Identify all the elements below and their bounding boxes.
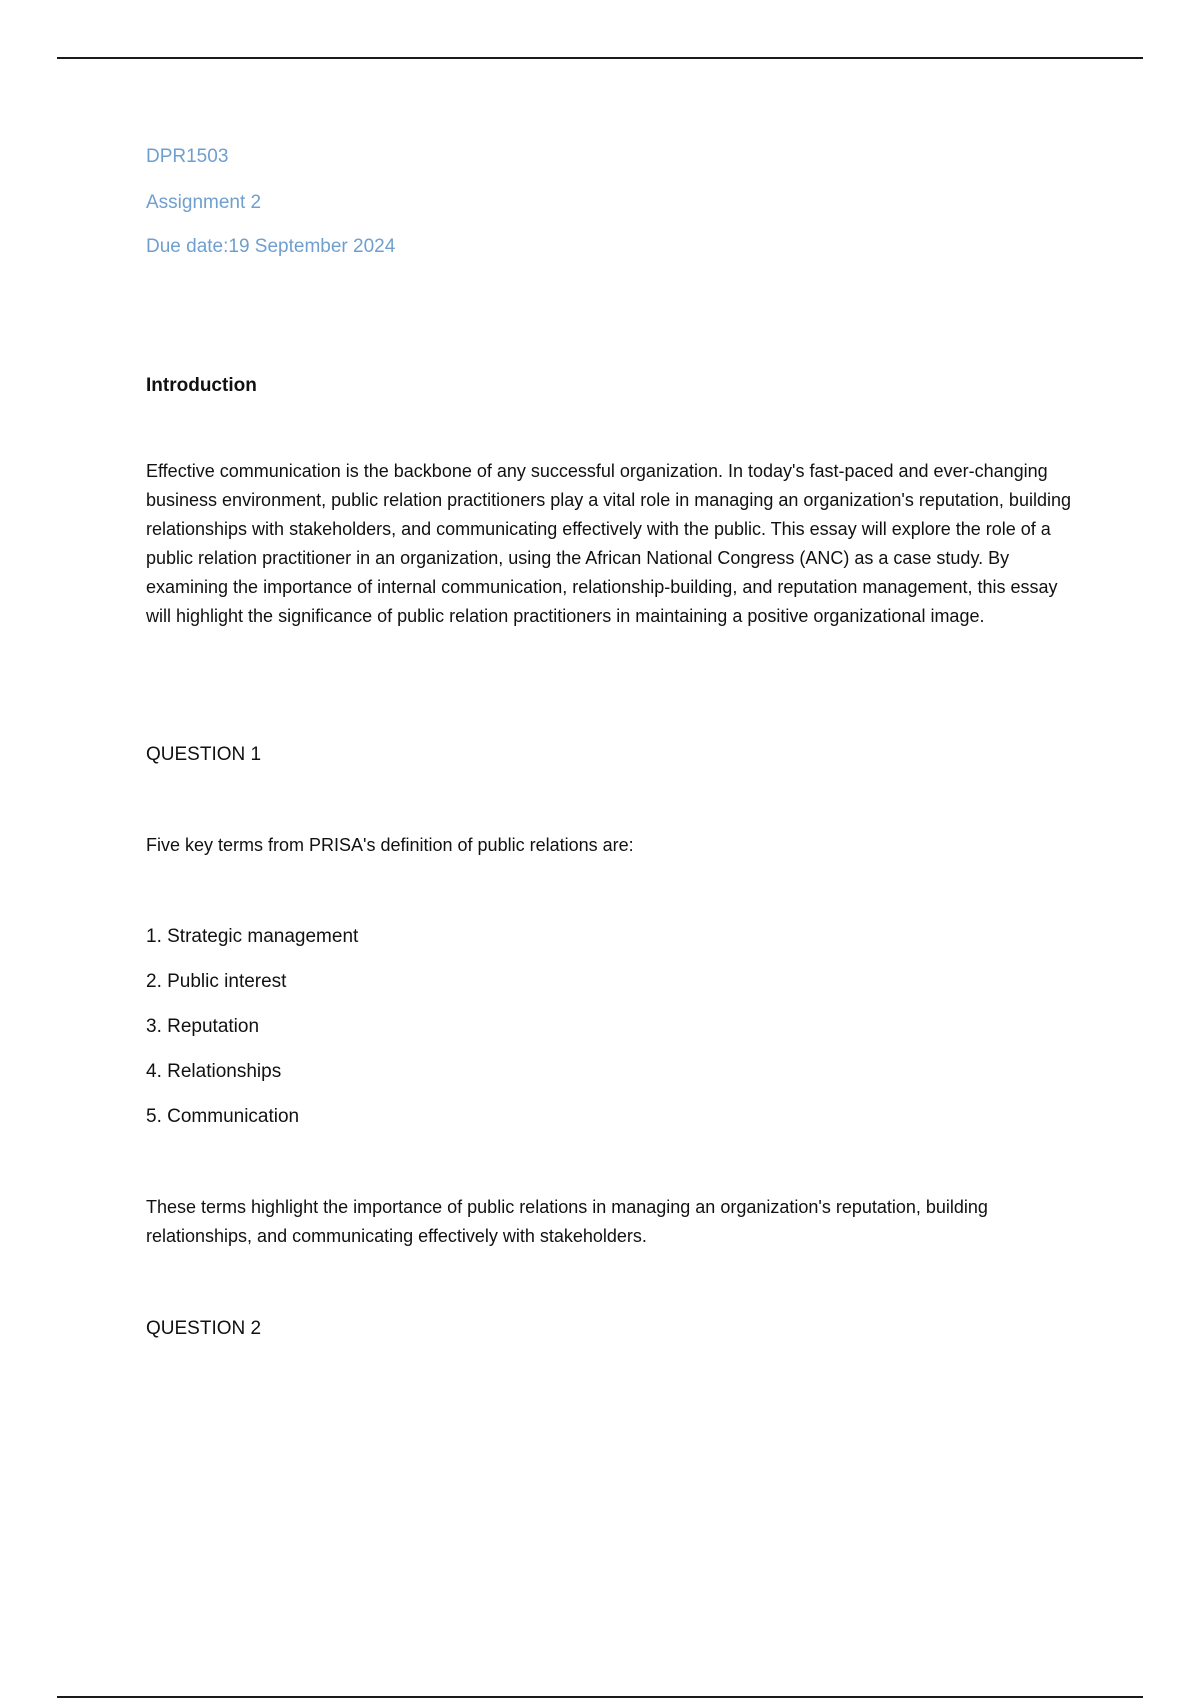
list-item: 4. Relationships (146, 1061, 282, 1082)
due-date: Due date:19 September 2024 (146, 236, 396, 257)
question-2-heading: QUESTION 2 (146, 1318, 262, 1339)
course-code: DPR1503 (146, 146, 229, 167)
document-page (146, 145, 1076, 1341)
top-rule (57, 57, 1143, 59)
assignment-label: Assignment 2 (146, 192, 262, 213)
list-item: 1. Strategic management (146, 926, 359, 947)
question-1-heading: QUESTION 1 (146, 744, 262, 765)
introduction-paragraph: Effective communication is the backbone of any successful organization. In today's fast-paced and ever-changing business environment, public relation practitioners play a vital role in managing an organization's reputation, building relationships with stakeholders, and communicating effectively with the public. This essay will explore the role of a public relation practitioner in an organization, using the African National Congress (ANC) as a case study. By examining the importance of internal communication, relationship-building, and reputation management, this essay will highlight the significance of public relation practitioners in maintaining a positive organizational image. (146, 461, 1071, 626)
bottom-rule (57, 1696, 1143, 1698)
list-item: 5. Communication (146, 1106, 300, 1127)
list-item: 2. Public interest (146, 971, 287, 992)
list-item: 3. Reputation (146, 1016, 260, 1037)
question-1-lead: Five key terms from PRISA's definition of public relations are: (146, 835, 634, 855)
key-terms-list (146, 925, 1076, 1129)
question-1-closing: These terms highlight the importance of public relations in managing an organization's reputation, building relationships, and communicating effectively with stakeholders. (146, 1197, 988, 1246)
introduction-heading: Introduction (146, 375, 257, 396)
